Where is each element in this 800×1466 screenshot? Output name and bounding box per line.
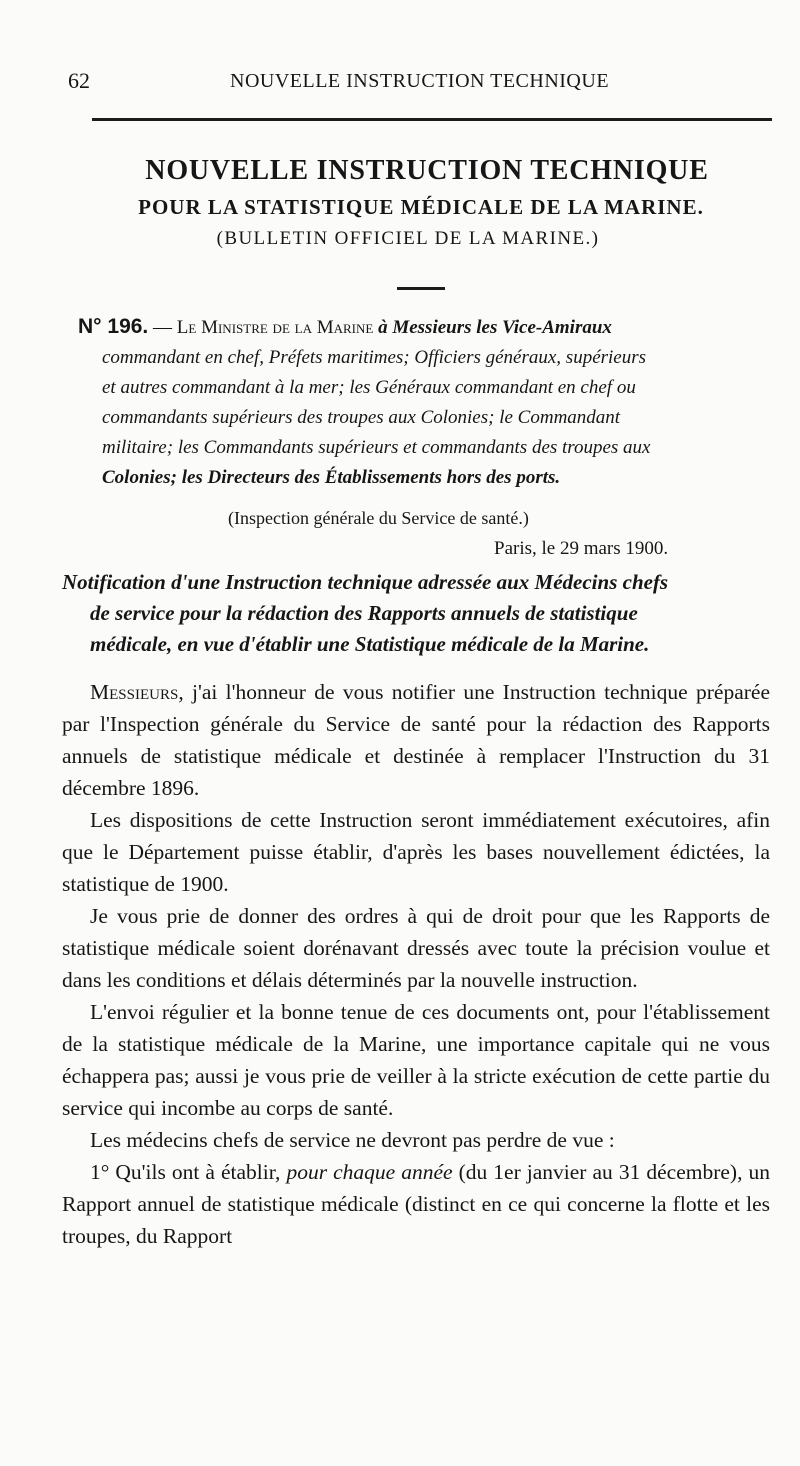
paragraph-text: , j'ai l'honneur de vous notifier une Instruction technique préparée par l'Inspection générale du Service de santé pour la rédaction des Rapports annuels de statistique médicale et destinée à remplacer l'Instruction du 31 décembre 1896. [62, 680, 770, 800]
document-title: NOUVELLE INSTRUCTION TECHNIQUE [145, 155, 709, 186]
paragraph [62, 676, 770, 804]
decree-number: N° 196. [78, 315, 149, 338]
paragraph: L'envoi régulier et la bonne tenue de ces documents ont, pour l'établissement de la statistique médicale de la Marine, une importance capitale qui ne vous échappera pas; aussi je vous prie de veiller à la stricte exécution de cette partie du service qui incombe au corps de santé. [62, 1000, 770, 1120]
decree-recipients-line: Colonies; les Directeurs des Établissements hors des ports. [102, 467, 561, 488]
date-line: Paris, le 29 mars 1900. [494, 538, 669, 559]
decree-recipients-line: à Messieurs les Vice-Amiraux [378, 317, 612, 338]
paragraph [62, 1156, 770, 1252]
notification-line: de service pour la rédaction des Rapports annuels de statistique [90, 601, 638, 625]
salutation: Messieurs [90, 680, 179, 704]
notification-line: Notification d'une Instruction technique adressée aux Médecins chefs [62, 570, 669, 594]
body-text [62, 676, 770, 1252]
decree-dash: — [148, 317, 177, 338]
document-subtitle: POUR LA STATISTIQUE MÉDICALE DE LA MARINE. [138, 195, 704, 219]
emphasis: pour chaque année [286, 1160, 453, 1184]
running-title: NOUVELLE INSTRUCTION TECHNIQUE [230, 70, 610, 92]
paragraph: Les médecins chefs de service ne devront pas perdre de vue : [90, 1128, 615, 1152]
running-header [62, 68, 738, 98]
paragraph-text: 1° Qu'ils ont à établir, [90, 1160, 287, 1184]
title-block [60, 152, 780, 254]
page-number: 62 [68, 68, 90, 93]
decree-recipients-line: commandant en chef, Préfets maritimes; Officiers généraux, supérieurs [102, 347, 647, 368]
document-source: (BULLETIN OFFICIEL DE LA MARINE.) [216, 228, 600, 249]
paragraph-text: (du 1er janvier au 31 décembre), un Rapport annuel de statistique médicale (distinct en ce qui concerne la flotte et les troupes, du Rapport [62, 1160, 770, 1248]
decree-recipients-line: militaire; les Commandants supérieurs et commandants des troupes aux [102, 437, 651, 458]
notification-line: médicale, en vue d'établir une Statistique médicale de la Marine. [90, 632, 650, 656]
decree-recipients-line: commandants supérieurs des troupes aux Colonies; le Commandant [102, 407, 621, 428]
decree-sender: Le Ministre de la Marine [176, 317, 374, 338]
paragraph: Je vous prie de donner des ordres à qui de droit pour que les Rapports de statistique médicale soient dorénavant dressés avec toute la précision voulue et dans les conditions et délais déterminés par la nouvelle instruction. [62, 904, 770, 992]
decree-address [78, 312, 768, 493]
inspection-line: (Inspection générale du Service de santé.) [228, 508, 529, 528]
decree-recipients-line: et autres commandant à la mer; les Généraux commandant en chef ou [102, 377, 636, 398]
paragraph: Les dispositions de cette Instruction seront immédiatement exécutoires, afin que le Département puisse établir, d'après les bases nouvellement édictées, la statistique de 1900. [62, 808, 770, 896]
header-rule [92, 118, 772, 121]
title-rule [397, 287, 445, 290]
notification-heading [62, 567, 772, 660]
